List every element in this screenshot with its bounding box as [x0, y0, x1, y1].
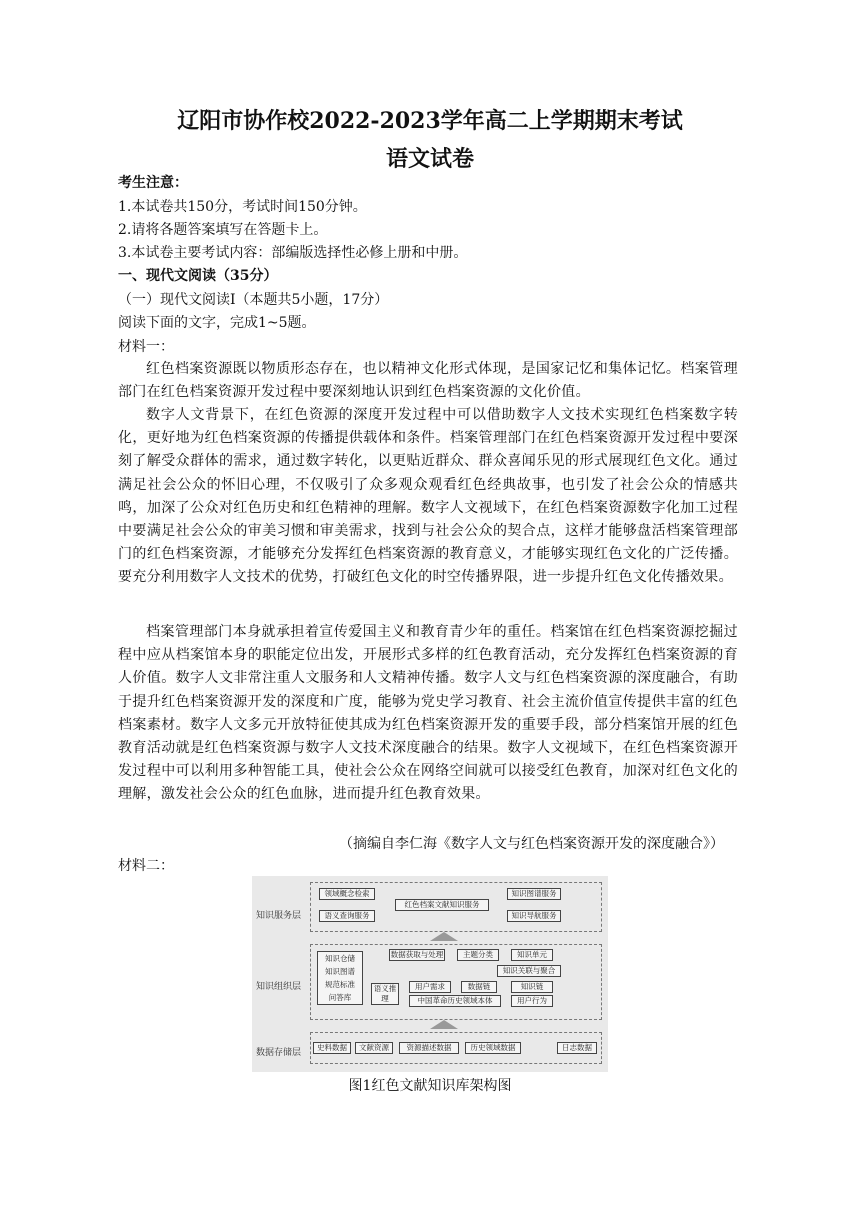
box-standards: 规范标准 [325, 980, 355, 989]
knowledge-base-architecture-figure [252, 876, 608, 1072]
box-knowledge-store: 知识仓储 [325, 954, 355, 963]
box-knowledge-aggregation: 知识关联与聚合 [497, 965, 561, 977]
box-knowledge-unit: 知识单元 [511, 949, 553, 961]
box-document-resources: 文献资源 [355, 1042, 393, 1054]
box-revolution-ontology: 中国革命历史领域本体 [409, 995, 501, 1007]
figure-caption: 图1红色文献知识库架构图 [348, 1078, 512, 1094]
box-navigation-service: 知识导航服务 [507, 910, 561, 922]
chevron-up-icon [430, 932, 458, 941]
layer-label-organize: 知识组织层 [256, 982, 302, 992]
box-historical-data: 史料数据 [313, 1042, 351, 1054]
box-knowledge-group [317, 951, 363, 1005]
box-domain-concept-search: 领域概念检索 [319, 888, 375, 900]
box-graph-service: 知识图谱服务 [507, 888, 561, 900]
box-red-archive-service: 红色档案文献知识服务 [395, 899, 489, 911]
box-semantic-query: 语义查询服务 [319, 910, 375, 922]
section-heading: 一、现代文阅读（35分） [118, 268, 278, 284]
material1-label: 材料一： [118, 339, 174, 355]
notice-heading: 考生注意： [118, 175, 188, 191]
box-data-acquisition: 数据获取与处理 [390, 950, 444, 959]
material1-source: （摘编自李仁海《数字人文与红色档案资源开发的深度融合》） [339, 836, 724, 852]
notice-item-3: 3.本试卷主要考试内容：部编版选择性必修上册和中册。 [118, 245, 468, 261]
box-knowledge-chain: 知识链 [511, 981, 553, 993]
layer-label-storage: 数据存储层 [256, 1048, 302, 1058]
box-data-chain: 数据链 [461, 981, 497, 993]
service-layer [310, 882, 602, 932]
box-qa-library: 问答库 [328, 993, 352, 1002]
notice-item-2: 2.请将各题答案填写在答题卡上。 [118, 222, 328, 238]
material1-paragraph-2: 数字人文背景下，在红色资源的深度开发过程中可以借助数字人文技术实现红色档案数字转化，更好地为红色档案资源的传播提供载体和条件。档案管理部门在红色档案资源开发过程中要深刻了解受众群体的需求，通过数字转化，以更贴近群众、群众喜闻乐见的形式展现红色文化。通过满足社会公众的怀旧心理，不仅吸引了众多观众观看红色经典故事，也引发了社会公众的情感共鸣，加深了公众对红色历史和红色精神的理解。数字人文视域下，在红色档案资源数字化加工过程中要满足社会公众的审美习惯和审美需求，找到与社会公众的契合点，这样才能够盘活档案管理部门的红色档案资源，才能够充分发挥红色档案资源的教育意义，才能够实现红色文化的广泛传播。要充分利用数字人文技术的优势，打破红色文化的时空传播界限，进一步提升红色文化传播效果。 [118, 407, 738, 586]
storage-layer [310, 1032, 602, 1064]
chevron-up-icon [430, 1020, 458, 1029]
material1-paragraph-3: 档案管理部门本身就承担着宣传爱国主义和教育青少年的重任。档案馆在红色档案资源挖掘过程中应从档案馆本身的职能定位出发，开展形式多样的红色教育活动，充分发挥红色档案资源的育人价值。数字人文非常注重人文服务和人文精神传播。数字人文与红色档案资源的深度融合，有助于提升红色档案资源开发的深度和广度，能够为党史学习教育、社会主流价值宣传提供丰富的红色档案素材。数字人文多元开放特征使其成为红色档案资源开发的重要手段，部分档案馆开展的红色教育活动就是红色档案资源与数字人文技术深度融合的结果。数字人文视域下，在红色档案资源开发过程中可以利用多种智能工具，使社会公众在网络空间就可以接受红色教育，加深对红色文化的理解，激发社会公众的红色血脉，进而提升红色教育效果。 [118, 624, 738, 803]
organization-layer [310, 944, 602, 1020]
box-user-needs: 用户需求 [409, 981, 451, 993]
notice-item-1: 1.本试卷共150分，考试时间150分钟。 [118, 199, 367, 215]
section-instruction: 阅读下面的文字，完成1~5题。 [118, 315, 316, 331]
box-resource-description: 资源描述数据 [399, 1042, 459, 1054]
box-semantic-reasoning: 语义推理 [371, 983, 399, 1005]
box-user-behavior: 用户行为 [511, 995, 553, 1007]
box-knowledge-graph: 知识图谱 [325, 967, 355, 976]
material2-label: 材料二： [118, 858, 174, 874]
exam-subtitle: 语文试卷 [385, 146, 474, 172]
box-topic-classification: 主题分类 [457, 949, 499, 961]
material1-paragraph-1: 红色档案资源既以物质形态存在，也以精神文化形式体现，是国家记忆和集体记忆。档案管理部门在红色档案资源开发过程中要深刻地认识到红色档案资源的文化价值。 [118, 361, 738, 401]
layer-label-service: 知识服务层 [256, 911, 302, 921]
section-subheading: （一）现代文阅读Ⅰ（本题共5小题，17分） [118, 292, 389, 308]
box-history-domain-data: 历史领域数据 [465, 1042, 521, 1054]
box-log-data: 日志数据 [557, 1042, 597, 1054]
exam-title: 辽阳市协作校2022-2023学年高二上学期期末考试 [177, 108, 683, 134]
